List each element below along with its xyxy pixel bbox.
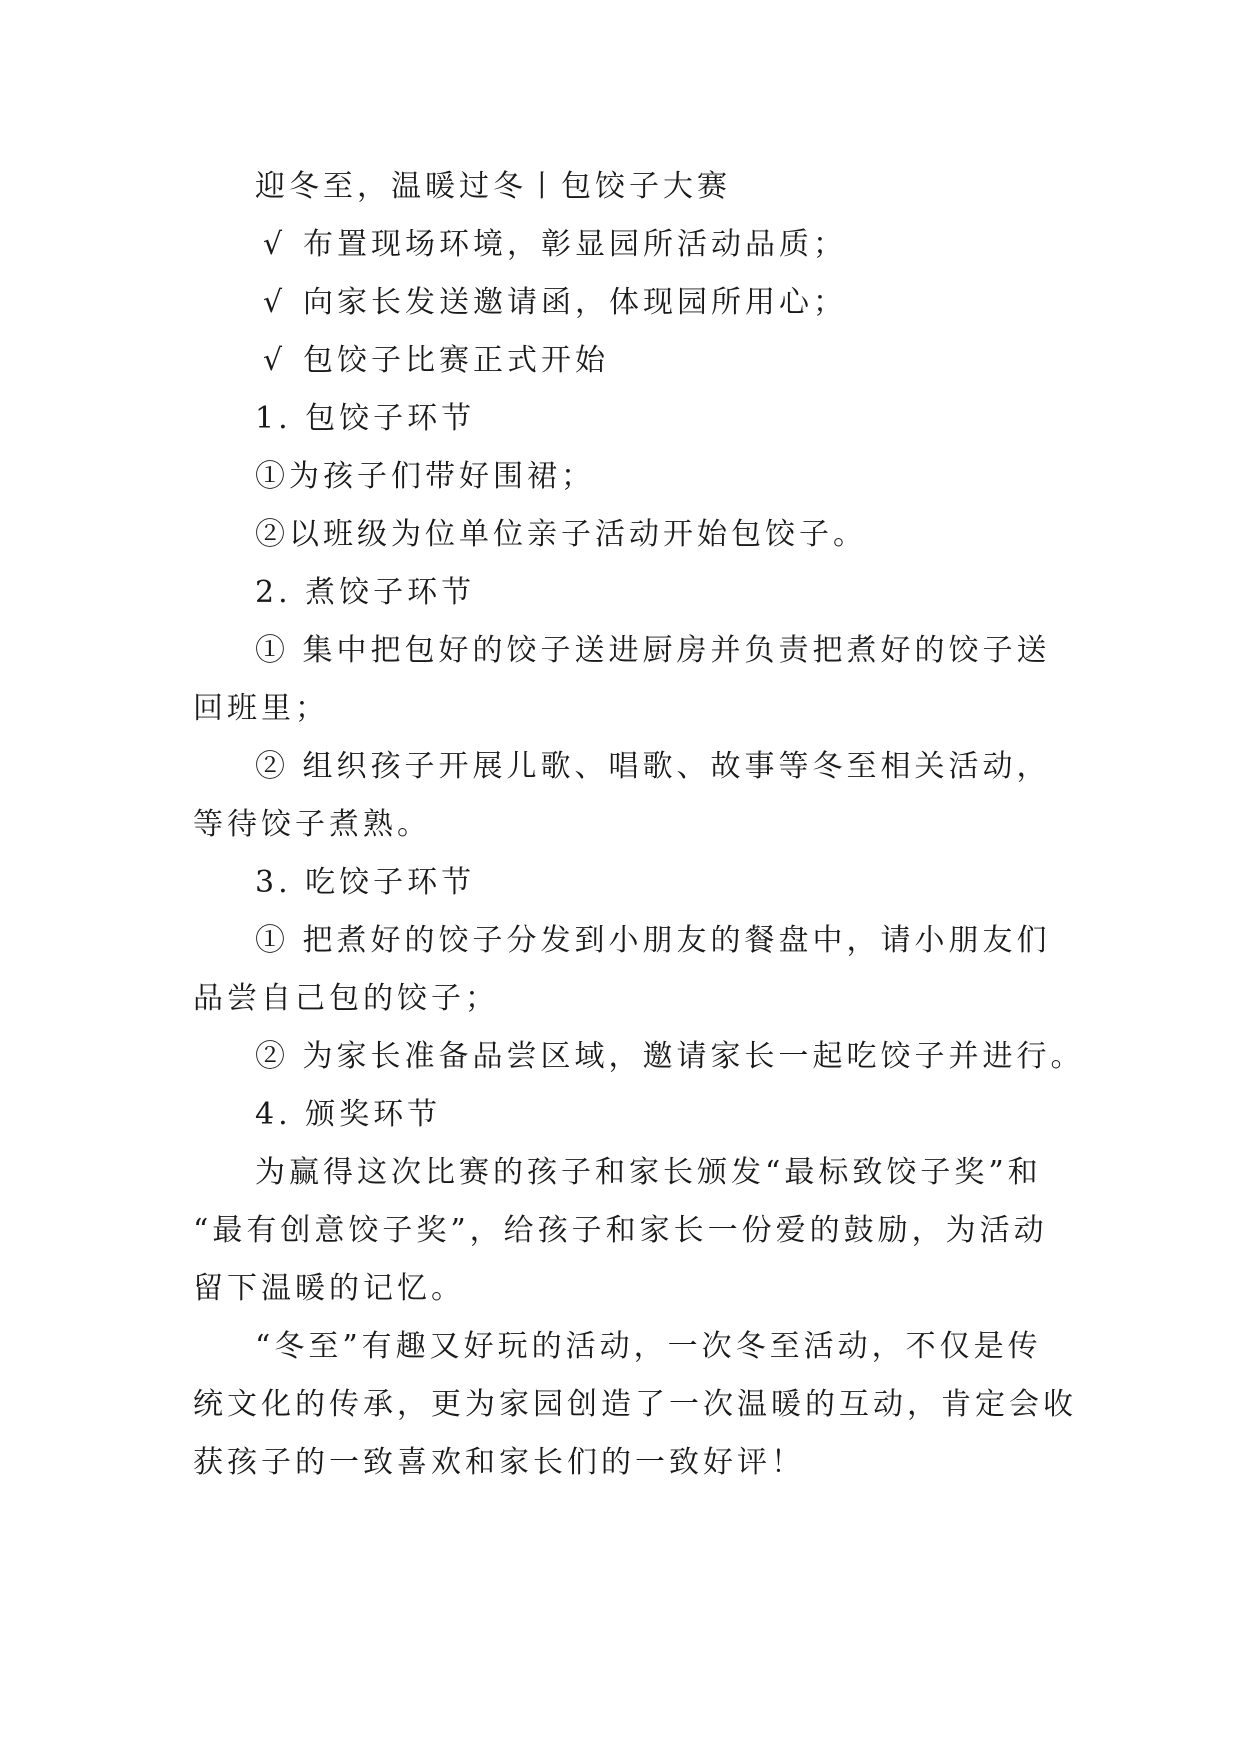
checklist-item bbox=[193, 216, 1078, 274]
checkmark-icon: √ bbox=[263, 343, 287, 378]
document-title: 迎冬至，温暖过冬丨包饺子大赛 bbox=[255, 169, 731, 204]
section-heading: 1. 包饺子环节 bbox=[255, 401, 476, 436]
paragraph-line: “冬至”有趣又好玩的活动，一次冬至活动，不仅是传 bbox=[255, 1329, 1042, 1364]
paragraph-line: ① 集中把包好的饺子送进厨房并负责把煮好的饺子送 bbox=[255, 633, 1051, 668]
paragraph-line: ②以班级为位单位亲子活动开始包饺子。 bbox=[255, 517, 867, 552]
paragraph-line: 留下温暖的记忆。 bbox=[193, 1271, 465, 1306]
checkmark-icon: √ bbox=[263, 285, 287, 320]
checkmark-icon: √ bbox=[263, 227, 287, 262]
checklist-item-text: 布置现场环境，彰显园所活动品质； bbox=[303, 227, 847, 262]
checklist-item-text: 向家长发送邀请函，体现园所用心； bbox=[303, 285, 847, 320]
paragraph-line: ② 为家长准备品尝区域，邀请家长一起吃饺子并进行。 bbox=[255, 1039, 1085, 1074]
section-heading: 4. 颁奖环节 bbox=[255, 1097, 442, 1132]
paragraph-line: ② 组织孩子开展儿歌、唱歌、故事等冬至相关活动， bbox=[255, 749, 1051, 784]
paragraph-line: 获孩子的一致喜欢和家长们的一致好评！ bbox=[193, 1445, 805, 1480]
section-heading: 3. 吃饺子环节 bbox=[255, 865, 476, 900]
paragraph-line: 回班里； bbox=[193, 691, 329, 726]
paragraph-line: “最有创意饺子奖”，给孩子和家长一份爱的鼓励，为活动 bbox=[193, 1213, 1048, 1248]
paragraph-line: ①为孩子们带好围裙； bbox=[255, 459, 595, 494]
checklist-item bbox=[193, 332, 1078, 390]
paragraph-line: 品尝自己包的饺子； bbox=[193, 981, 499, 1016]
paragraph-line: 为赢得这次比赛的孩子和家长颁发“最标致饺子奖”和 bbox=[255, 1155, 1042, 1190]
document-body bbox=[193, 158, 1085, 1492]
paragraph-line: 等待饺子煮熟。 bbox=[193, 807, 431, 842]
checklist-item bbox=[193, 274, 1078, 332]
section-heading: 2. 煮饺子环节 bbox=[255, 575, 476, 610]
checklist-item-text: 包饺子比赛正式开始 bbox=[303, 343, 609, 378]
paragraph-line: 统文化的传承，更为家园创造了一次温暖的互动，肯定会收 bbox=[193, 1387, 1077, 1422]
paragraph-line: ① 把煮好的饺子分发到小朋友的餐盘中，请小朋友们 bbox=[255, 923, 1051, 958]
